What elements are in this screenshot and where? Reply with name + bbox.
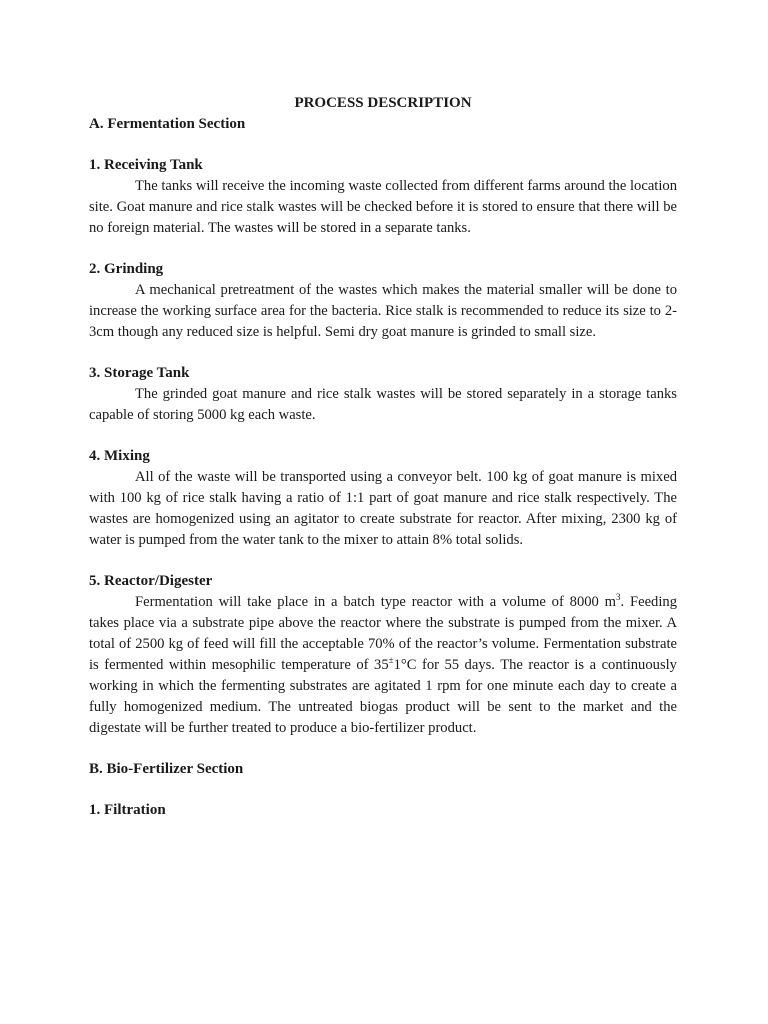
subsection-mixing <box>89 446 677 551</box>
subsection-storage-tank <box>89 363 677 426</box>
section-a-heading: A. Fermentation Section <box>89 116 246 132</box>
subsection-filtration <box>89 800 677 821</box>
document-page <box>89 84 677 821</box>
subsection-grinding <box>89 259 677 343</box>
subsection-heading: 1. Filtration <box>89 802 166 818</box>
subsection-heading: 5. Reactor/Digester <box>89 573 213 589</box>
section-b-heading: B. Bio-Fertilizer Section <box>89 761 244 777</box>
superscript-plus-minus: ± <box>388 655 394 666</box>
subsection-heading: 2. Grinding <box>89 261 164 277</box>
subsection-heading: 4. Mixing <box>89 448 150 464</box>
subsection-receiving-tank <box>89 155 677 239</box>
subsection-heading: 3. Storage Tank <box>89 365 190 381</box>
document-title: PROCESS DESCRIPTION <box>294 95 472 111</box>
paragraph-text: Fermentation will take place in a batch type reactor with a volume of 8000 m <box>135 594 617 610</box>
subsection-heading: 1. Receiving Tank <box>89 157 203 173</box>
paragraph-text: . Feeding takes place via a substrate pipe above the reactor where the substrate is pumped from the mixer. A total of 2500 kg of feed will fill the acceptable 70% of the reactor’s volume. Fermentation substrate is fermented within mesophilic temperature of 35 <box>89 594 677 673</box>
subsection-paragraph: The grinded goat manure and rice stalk wastes will be stored separately in a storage tanks capable of storing 5000 kg each waste. <box>89 386 677 423</box>
superscript-volume: 3 <box>616 592 621 603</box>
subsection-paragraph <box>89 592 677 739</box>
paragraph-text: 1°C for 55 days. The reactor is a continuously working in which the fermenting substrates are agitated 1 rpm for one minute each day to create a fully homogenized medium. The untreated biogas product will be sent to the market and the digestate will be further treated to produce a bio-fertilizer product. <box>89 657 677 736</box>
subsection-paragraph: A mechanical pretreatment of the wastes which makes the material smaller will be done to increase the working surface area for the bacteria. Rice stalk is recommended to reduce its size to 2-3cm though any reduced size is helpful. Semi dry goat manure is grinded to small size. <box>89 282 677 340</box>
subsection-paragraph: All of the waste will be transported using a conveyor belt. 100 kg of goat manure is mixed with 100 kg of rice stalk having a ratio of 1:1 part of goat manure and rice stalk respectively. The wastes are homogenized using an agitator to create substrate for reactor. After mixing, 2300 kg of water is pumped from the water tank to the mixer to attain 8% total solids. <box>89 469 677 548</box>
subsection-reactor-digester <box>89 571 677 739</box>
subsection-paragraph: The tanks will receive the incoming waste collected from different farms around the location site. Goat manure and rice stalk wastes will be checked before it is stored to ensure that there will be no foreign material. The wastes will be stored in a separate tanks. <box>89 178 677 236</box>
